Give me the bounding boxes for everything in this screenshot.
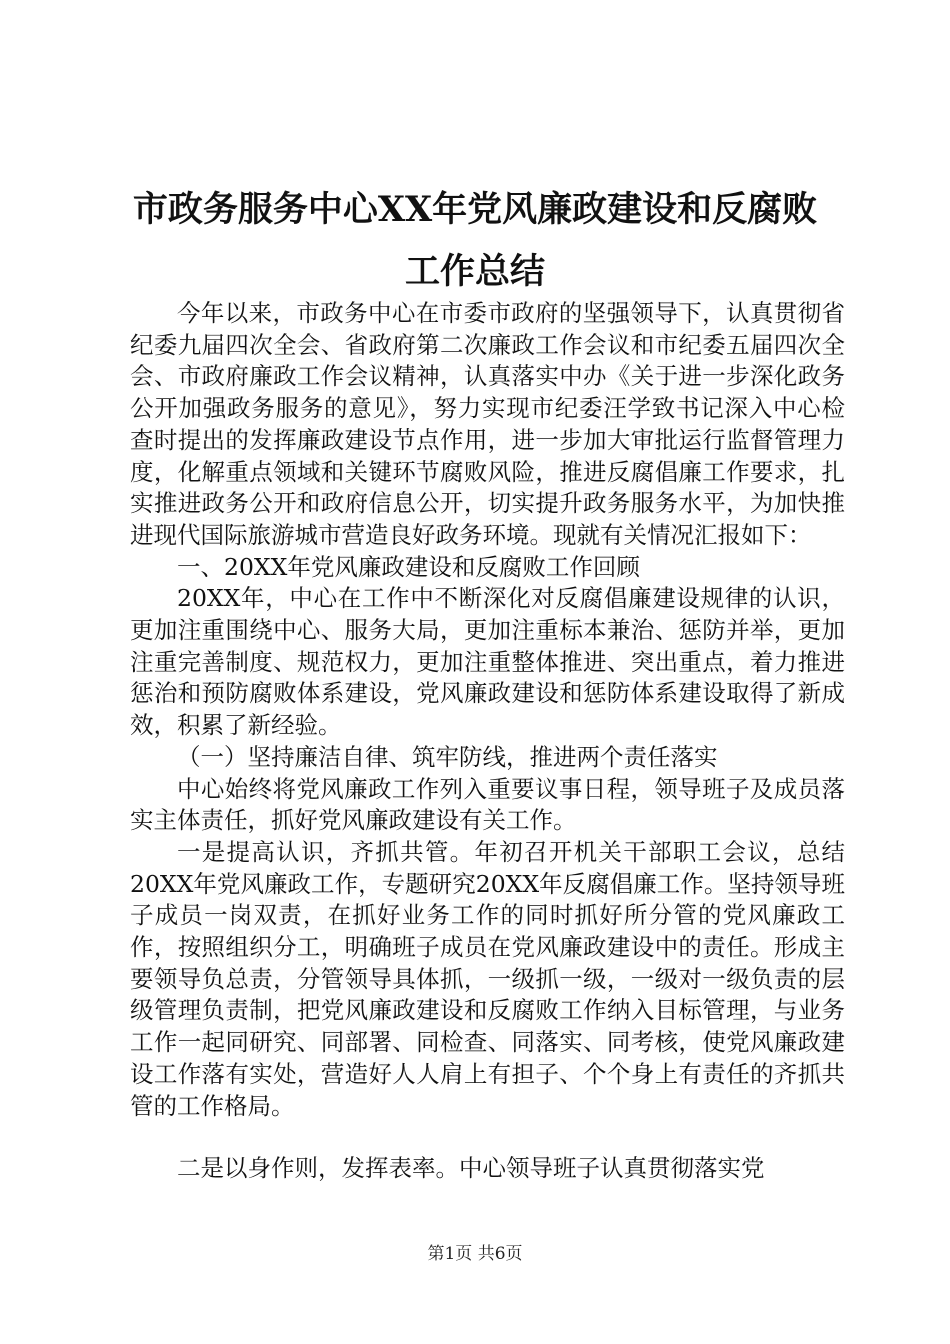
paragraph-responsibility: 中心始终将党风廉政工作列入重要议事日程，领导班子及成员落实主体责任，抓好党风廉政建设有关工作。 xyxy=(130,774,845,835)
paragraph-point-2: 二是以身作则，发挥表率。中心领导班子认真贯彻落实党 xyxy=(177,1154,765,1183)
paragraph-review: 20XX年，中心在工作中不断深化对反腐倡廉建设规律的认识，更加注重围绕中心、服务大局，更加注重标本兼治、惩防并举，更加注重完善制度、规范权力，更加注重整体推进、突出重点，着力推进惩治和预防腐败体系建设，党风廉政建设和惩防体系建设取得了新成效，积累了新经验。 xyxy=(130,584,845,740)
document-title-line-1: 市政务服务中心XX年党风廉政建设和反腐败 xyxy=(132,189,818,230)
section-heading-1: 一、20XX年党风廉政建设和反腐败工作回顾 xyxy=(177,552,640,581)
page-number-footer: 第1页 共6页 xyxy=(427,1244,523,1264)
paragraph-intro: 今年以来，市政务中心在市委市政府的坚强领导下，认真贯彻省纪委九届四次全会、省政府第二次廉政工作会议和市纪委五届四次全会、市政府廉政工作会议精神，认真落实中办《关于进一步深化政务公开加强政务服务的意见》，努力实现市纪委汪学致书记深入中心检查时提出的发挥廉政建设节点作用，进一步加大审批运行监督管理力度，化解重点领域和关键环节腐败风险，推进反腐倡廉工作要求，扎实推进政务公开和政府信息公开，切实提升政务服务水平，为加快推进现代国际旅游城市营造良好政务环境。现就有关情况汇报如下： xyxy=(130,299,845,549)
paragraph-point-1: 一是提高认识，齐抓共管。年初召开机关干部职工会议，总结20XX年党风廉政工作，专题研究20XX年反腐倡廉工作。坚持领导班子成员一岗双责，在抓好业务工作的同时抓好所分管的党风廉政工作，按照组织分工，明确班子成员在党风廉政建设中的责任。形成主要领导负总责，分管领导具体抓，一级抓一级，一级对一级负责的层级管理负责制，把党风廉政建设和反腐败工作纳入目标管理，与业务工作一起同研究、同部署、同检查、同落实、同考核，使党风廉政建设工作落有实处，营造好人人肩上有担子、个个身上有责任的齐抓共管的工作格局。 xyxy=(130,837,845,1120)
document-body xyxy=(130,298,845,1185)
subsection-heading-1: （一）坚持廉洁自律、筑牢防线，推进两个责任落实 xyxy=(177,742,718,771)
document-title-line-2: 工作总结 xyxy=(404,251,545,292)
